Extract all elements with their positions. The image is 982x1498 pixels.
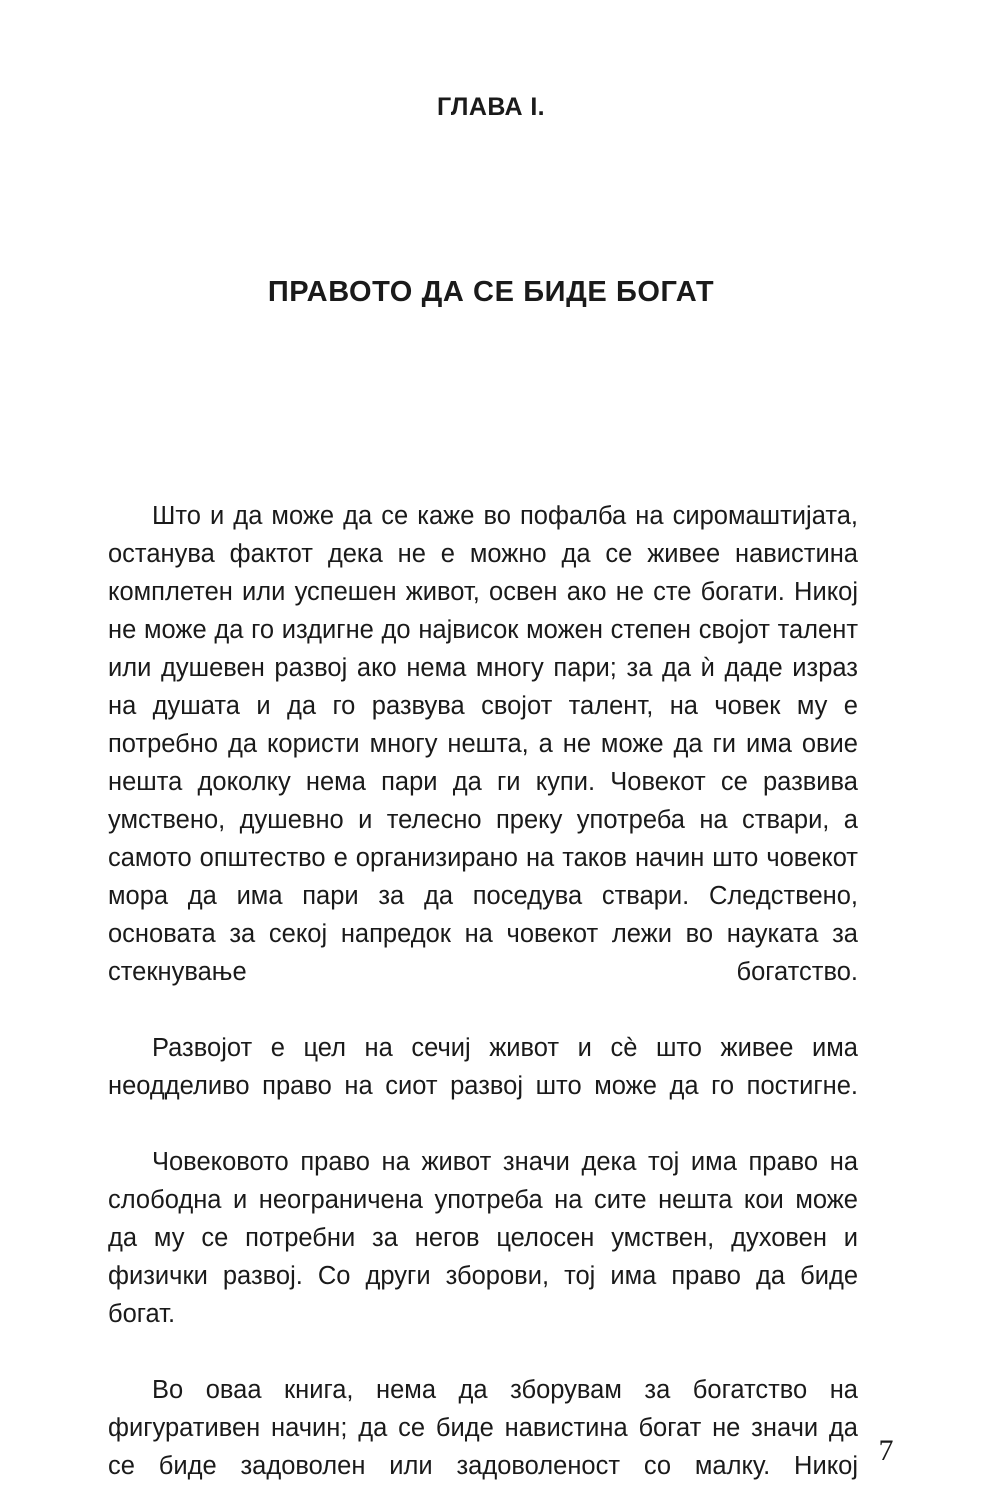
page-number: 7 bbox=[878, 1434, 894, 1467]
chapter-title: ПРАВОТО ДА СЕ БИДЕ БОГАТ bbox=[267, 276, 715, 309]
body-paragraph: Што и да може да се каже во пофалба на сиромаштијата, останува фактот дека не е можно да се живее навистина комплетен или успешен живот, освен ако не сте богати. Никој не може да го издигне до највисок можен степен својот талент или душевен развој ако нема многу пари; за да ѝ даде израз на душата и да го развува својот талент, на човек му е потребно да користи многу нешта, а не може да ги има овие нешта доколку нема пари да ги купи. Човекот се развива умствено, душевно и телесно преку употреба на ствари, а самото општество е организирано на таков начин што човекот мора да има пари за да поседува ствари. Следствено, основата за секој напредок на човекот лежи во науката за стекнување богатство. bbox=[108, 502, 858, 986]
body-text-column bbox=[108, 497, 858, 1498]
body-paragraph: Во оваа книга, нема да зборувам за богатство на фигуративен начин; да се биде навистина богат не значи да се биде задоволен или задоволеност со малку. Никој bbox=[108, 1376, 858, 1480]
body-paragraph: Развојот е цел на сечиј живот и сѐ што живее има неодделиво право на сиот развој што може да го постигне. bbox=[108, 1034, 858, 1100]
body-paragraph: Човековото право на живот значи дека тој има право на слободна и неограничена употреба на сите нешта кои може да му се потребни за негов целосен умствен, духовен и физички развој. Со други зборови, тој има право да биде богат. bbox=[108, 1148, 858, 1328]
chapter-label: ГЛАВА I. bbox=[436, 93, 546, 121]
